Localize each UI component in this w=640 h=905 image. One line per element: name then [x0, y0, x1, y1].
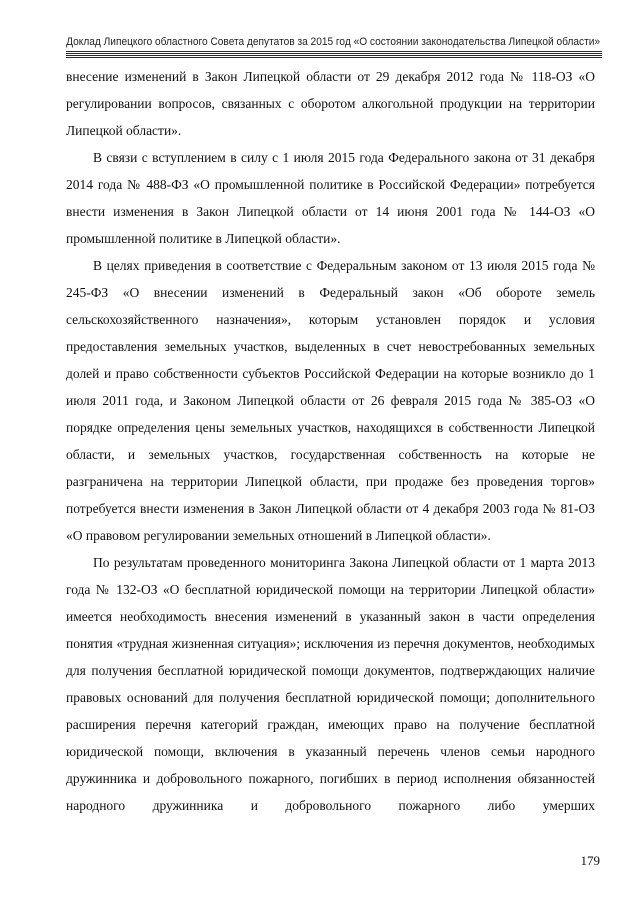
header-rule [66, 51, 602, 59]
paragraph-land-relations: В целях приведения в соответствие с Федеральным законом от 13 июля 2015 года № 245-ФЗ «О внесении изменений в Федеральный закон «Об обороте земель сельскохозяйственного назначения», которым установлен порядок и условия предоставления земельных участков, выделенных в счет невостребованных земельных долей и право собственности субъектов Российской Федерации на которые возникло до 1 июля 2011 года, и Законом Липецкой области от 26 февраля 2015 года № 385-ОЗ «О порядке определения цены земельных участков, находящихся в собственности Липецкой области, и земельных участков, государственная собственность на которые не разграничена на территории Липецкой области, при продаже без проведения торгов» потребуется внести изменения в Закон Липецкой области от 4 декабря 2003 года № 81-ОЗ «О правовом регулировании земельных отношений в Липецкой области». [66, 258, 595, 543]
body-text [66, 63, 595, 819]
paragraph-legal-aid: По результатам проведенного мониторинга Закона Липецкой области от 1 марта 2013 года № 132-ОЗ «О бесплатной юридической помощи на территории Липецкой области» имеется необходимость внесения изменений в указанный закон в части определения понятия «трудная жизненная ситуация»; исключения из перечня документов, необходимых для получения бесплатной юридической помощи документов, подтверждающих наличие правовых оснований для получения бесплатной юридической помощи; дополнительного расширения перечня категорий граждан, имеющих право на получение бесплатной юридической помощи, включения в указанный перечень членов семьи народного дружинника и добровольного пожарного, погибших в период исполнения обязанностей народного дружинника и добровольного пожарного либо умерших [66, 555, 595, 813]
running-header: Доклад Липецкого областного Совета депутатов за 2015 год «О состоянии законодательства Липецкой области» [66, 36, 600, 48]
paragraph-continuation: внесение изменений в Закон Липецкой области от 29 декабря 2012 года № 118-ОЗ «О регулировании вопросов, связанных с оборотом алкогольной продукции на территории Липецкой области». [66, 69, 595, 138]
paragraph-industrial-policy: В связи с вступлением в силу с 1 июля 2015 года Федерального закона от 31 декабря 2014 года № 488-ФЗ «О промышленной политике в Российской Федерации» потребуется внести изменения в Закон Липецкой области от 14 июня 2001 года № 144-ОЗ «О промышленной политике в Липецкой области». [66, 150, 595, 246]
page-number: 179 [580, 853, 600, 868]
